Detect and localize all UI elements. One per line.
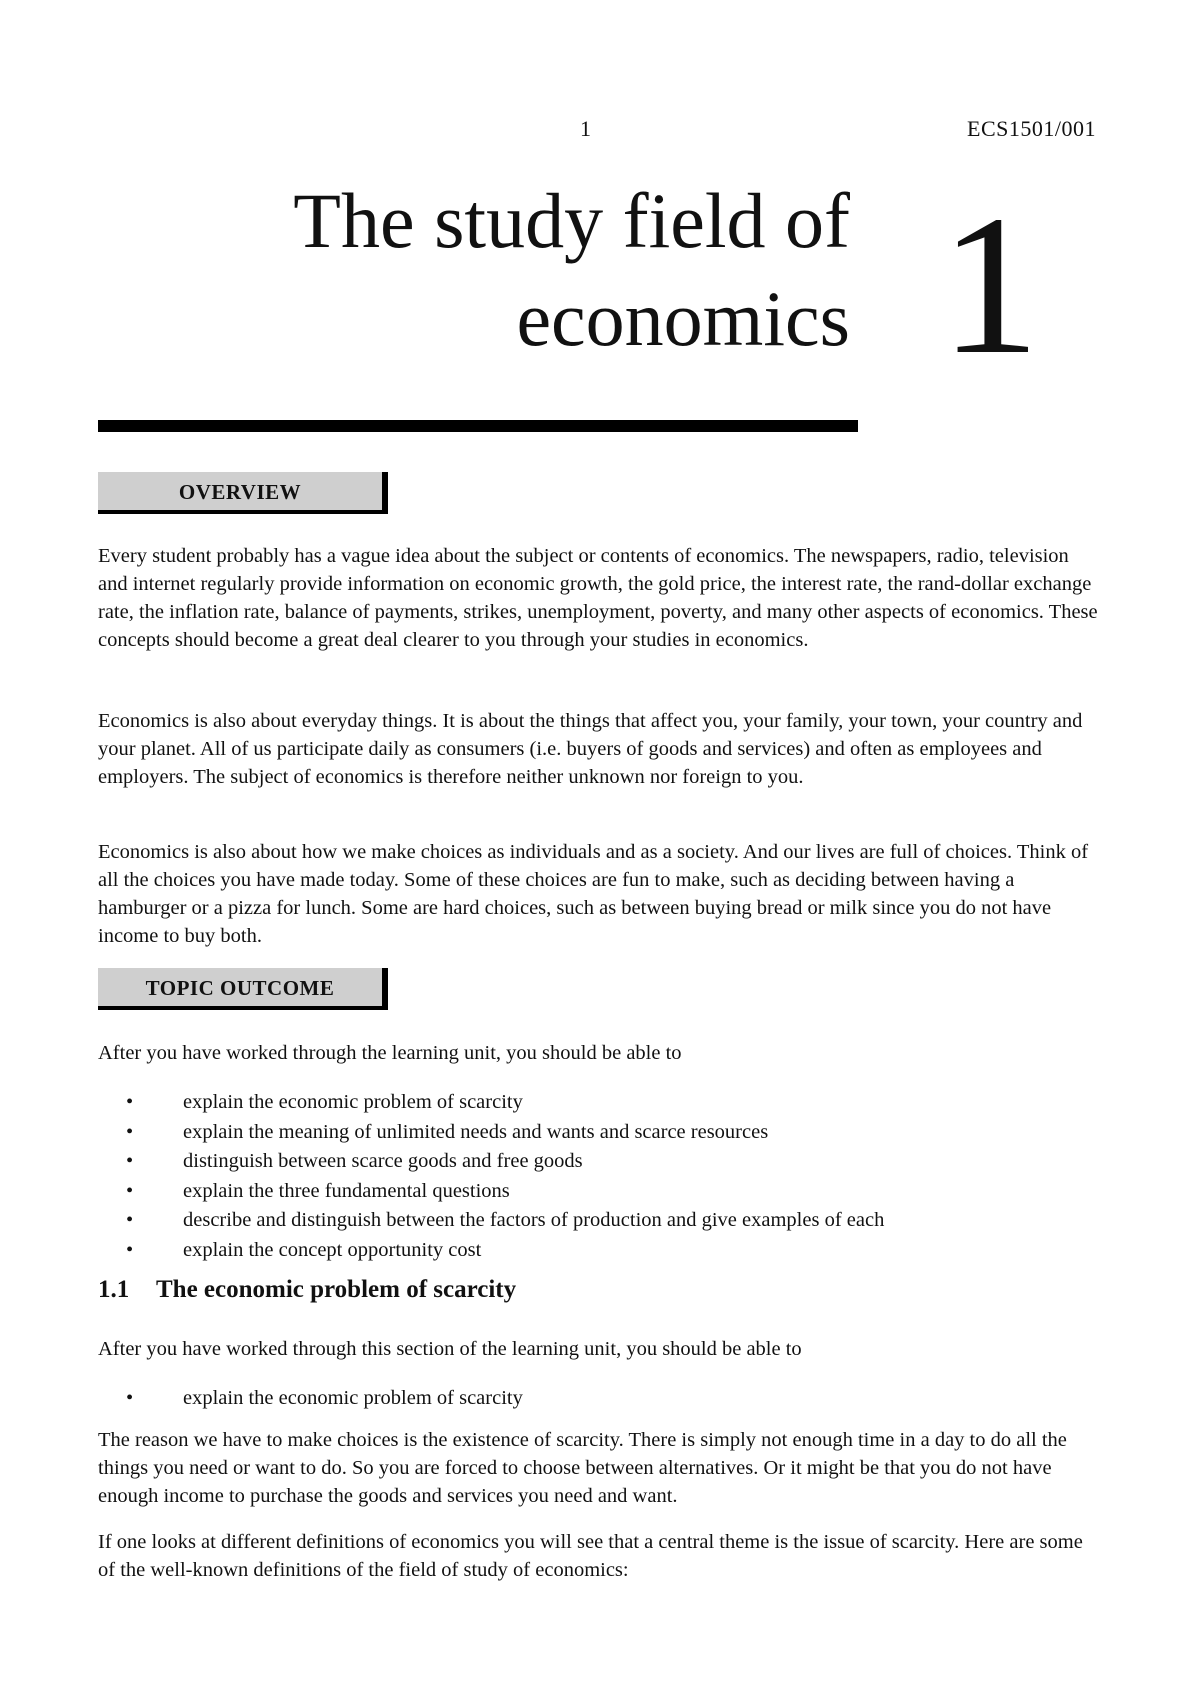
list-item: [98, 1177, 1098, 1207]
list-item-text: explain the economic problem of scarcity: [183, 1091, 523, 1113]
list-item-text: distinguish between scarce goods and free goods: [183, 1150, 583, 1172]
section-paragraph-1: The reason we have to make choices is the existence of scarcity. There is simply not enough time in a day to do all the things you need or want to do. So you are forced to choose between alternatives. Or it might be that you do not have enough income to purchase the goods and services you need and want.: [98, 1429, 1067, 1507]
overview-paragraph-3: Economics is also about how we make choices as individuals and as a society. And our lives are full of choices. Think of all the choices you have made today. Some of these choices are fun to make, such as deciding between having a hamburger or a pizza for lunch. Some are hard choices, such as between buying bread or milk since you do not have income to buy both.: [98, 841, 1089, 947]
list-item-text: explain the meaning of unlimited needs and wants and scarce resources: [183, 1120, 769, 1143]
bullet-icon: •: [126, 1120, 134, 1143]
chapter-title-line1: The study field of: [293, 177, 850, 264]
section-intro: After you have worked through this section of the learning unit, you should be able to: [98, 1338, 802, 1360]
chapter-title: [210, 172, 850, 368]
bullet-icon: •: [126, 1209, 134, 1231]
section-title: The economic problem of scarcity: [156, 1276, 517, 1303]
list-item: [98, 1236, 1098, 1266]
list-item-text: explain the concept opportunity cost: [183, 1238, 482, 1261]
overview-paragraph-2: Economics is also about everyday things. It is about the things that affect you, your family, your town, your country and your planet. All of us participate daily as consumers (i.e. buyers of goods and services) and often as employees and employers. The subject of economics is therefore neither unknown nor foreign to you.: [98, 710, 1083, 788]
list-item-text: explain the three fundamental questions: [183, 1179, 510, 1202]
list-item: [98, 1118, 1098, 1148]
module-code: ECS1501/001: [967, 116, 1096, 141]
list-item-text: explain the economic problem of scarcity: [183, 1387, 523, 1409]
title-rule: [98, 420, 858, 432]
topic-outcome-list: [98, 1088, 1098, 1265]
bullet-icon: •: [126, 1091, 134, 1113]
overview-paragraph-1: Every student probably has a vague idea about the subject or contents of economics. The newspapers, radio, television and internet regularly provide information on economic growth, the gold price, the interest rate, the rand-dollar exchange rate, the inflation rate, balance of payments, strikes, unemployment, poverty, and many other aspects of economics. These concepts should become a great deal clearer to you through your studies in economics.: [98, 545, 1098, 651]
chapter-title-line2: economics: [516, 275, 850, 362]
bullet-icon: •: [126, 1179, 134, 1202]
list-item: [98, 1384, 1098, 1414]
list-item: [98, 1147, 1098, 1177]
list-item: [98, 1206, 1098, 1236]
bullet-icon: •: [126, 1150, 134, 1172]
bullet-icon: •: [126, 1387, 134, 1409]
section-number: 1.1: [98, 1276, 130, 1303]
page-number: 1: [580, 116, 591, 141]
topic-outcome-intro: After you have worked through the learning unit, you should be able to: [98, 1042, 682, 1064]
section-outcome-list: [98, 1384, 1098, 1414]
chapter-number: 1: [940, 175, 1040, 396]
section-heading: [98, 1276, 516, 1304]
topic-outcome-label: TOPIC OUTCOME: [98, 968, 388, 1010]
list-item-text: describe and distinguish between the factors of production and give examples of each: [183, 1209, 885, 1231]
bullet-icon: •: [126, 1238, 134, 1261]
section-paragraph-2: If one looks at different definitions of economics you will see that a central theme is the issue of scarcity. Here are some of the well-known definitions of the field of study of economics:: [98, 1531, 1083, 1581]
list-item: [98, 1088, 1098, 1118]
overview-label: OVERVIEW: [98, 472, 388, 514]
